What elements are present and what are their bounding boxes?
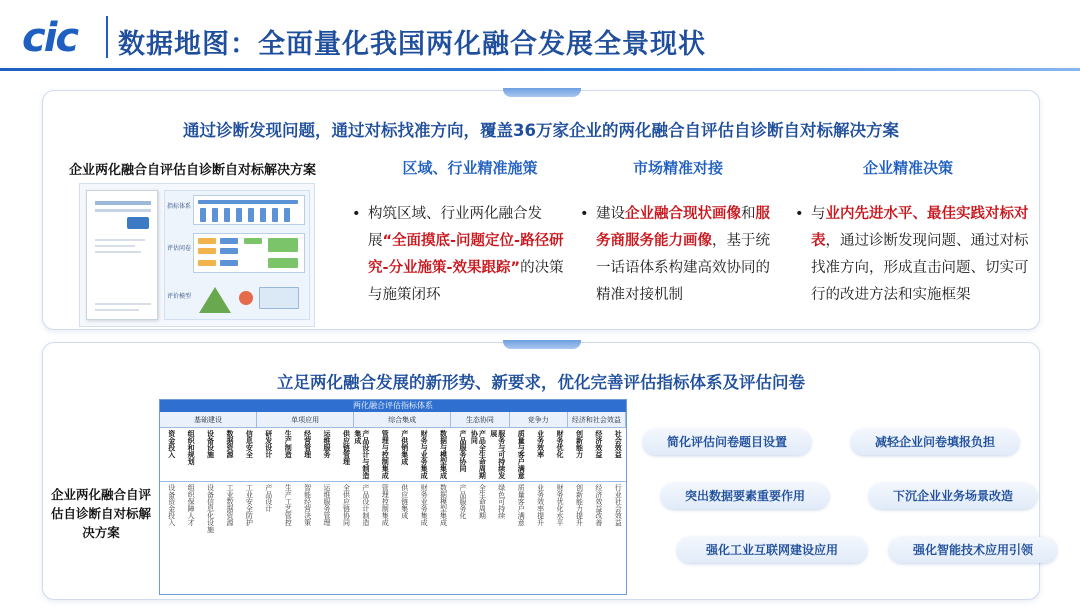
top-panel [42,90,1040,330]
table-cell: 管理控制集成 [381,484,390,526]
table-cell: 财务业务集成 [420,484,429,526]
table-cell: 产品设计制造 [361,484,370,526]
model-diagram [164,190,310,320]
table-column-header: 数据资源 [225,430,234,458]
table-cell: 产品服务化 [458,484,467,519]
bullet: • [352,206,361,222]
column-text: ，通过诊断发现问题、通过对标找准方向，形成直击问题、切实可行的改进方法和实施框架 [811,233,1029,303]
table-cell: 组织保障人才 [187,484,196,526]
table-cell: 工业数据资源 [225,484,234,526]
table-cell: 智能经营决策 [303,484,312,526]
table-column-header: 运维服务 [323,430,332,458]
pill-smart-technology: 强化智能技术应用引领 [889,537,1057,563]
table-column-row [160,428,626,482]
table-column-header: 供应链管理 [342,430,351,465]
pill-industrial-internet: 强化工业互联网建设应用 [677,537,867,563]
table-column-header: 研发设计 [264,430,273,458]
table-cell: 业务效率提升 [536,484,545,526]
table-column-header: 社会效益 [614,430,623,458]
table-column-header: 业务效率 [536,430,545,458]
table-cell-row [160,482,626,594]
logo-text: cic [22,15,78,61]
table-cell: 设备信息化设施 [206,484,215,533]
indicator-system-table [159,399,627,595]
table-cell: 经济效益改善 [594,484,603,526]
column-body-enterprise [795,201,1033,309]
document-thumbnail [79,183,315,327]
top-banner: 通过诊断发现问题，通过对标找准方向，覆盖36万家企业的两化融合自评估自诊断自对标解决方案 [183,121,899,140]
column-heading-region: 区域、行业精准施策 [402,159,538,177]
table-column-header: 管理与控制集成 [381,430,390,479]
pill-business-scenarios: 下沉企业业务场景改造 [869,483,1037,509]
column-text: 和 [741,206,756,222]
table-column-header: 数据与模型集成 [439,430,448,479]
bottom-panel [42,342,1040,600]
table-cell: 产品设计 [264,484,273,512]
page-title: 数据地图：全面量化我国两化融合发展全景现状 [118,29,706,60]
column-text: 构筑区域、行业两化融合发展 [368,206,542,249]
table-column-header: 质量与客户满意 [517,430,526,479]
table-column-header: 财务与业务集成 [420,430,429,479]
table-column-header: 产品服务协同 [458,430,467,472]
standard-logo-icon [127,217,149,229]
panel-tab [503,88,581,97]
pill-simplify-questionnaire: 简化评估问卷题目设置 [643,429,811,455]
table-group-header: 经济和社会效益 [568,412,626,428]
table-group-row [160,412,626,428]
table-cell: 创新能力提升 [575,484,584,526]
column-text: 与 [811,206,826,222]
column-highlight: “全面摸底-问题定位-路径研究-分业施策-效果跟踪” [368,233,564,276]
cic-logo [22,15,108,61]
diagram-row [193,233,305,273]
table-cell: 全供应链协同 [342,484,351,526]
column-highlight: 企业融合现状画像 [625,206,741,222]
table-cell: 行业社会效益 [614,484,623,526]
diagram-row [193,195,305,225]
table-column-header: 组织和规划 [187,430,196,465]
header [0,0,1080,72]
table-cell: 供应链集成 [400,484,409,519]
bullet: • [795,206,804,222]
pyramid-icon [199,287,231,313]
table-column-header: 设备设施 [206,430,215,458]
table-cell: 设备资金投入 [167,484,176,526]
logo-divider [106,16,108,58]
column-text: 建设 [596,206,625,222]
table-column-header: 创新能力 [575,430,584,458]
column-text: 的决策与施策闭环 [368,260,564,303]
table-group-header: 单项应用 [257,412,354,428]
diagram-label: 评估问卷 [167,245,192,252]
table-group-header: 竞争力 [510,412,568,428]
bottom-banner: 立足两化融合发展的新形势、新要求，优化完善评估指标体系及评估问卷 [277,373,805,392]
table-cell: 质量客户满意 [517,484,526,526]
standard-document-cover [86,190,158,320]
table-column-header: 经营管理 [303,430,312,458]
table-column-header: 财务优化 [556,430,565,458]
table-cell: 绿色可持续 [497,484,506,519]
table-column-header: 产供销集成 [400,430,409,465]
table-column-header: 产品设计与制造集成 [353,430,370,479]
column-highlight: 服务商服务能力画像 [596,206,770,249]
column-heading-market: 市场精准对接 [632,159,723,177]
header-rule [0,68,1080,71]
table-group-header: 综合集成 [354,412,451,428]
table-column-header: 服务与可持续发展 [489,430,506,479]
table-column-header: 经济效益 [594,430,603,458]
table-column-header: 产品全生命周期协同 [470,430,487,479]
table-cell: 全生命周期 [478,484,487,519]
table-cell: 运维服务管理 [323,484,332,526]
column-highlight: 业内先进水平、最佳实践对标对表 [811,206,1029,249]
diagram-label: 评价模型 [167,293,192,300]
table-column-header: 资金投入 [167,430,176,458]
table-cell: 生产工艺管控 [284,484,293,526]
panel-tab [503,340,581,349]
bottom-side-title: 企业两化融合自评估自诊断自对标解决方案 [51,487,152,540]
table-column-header: 信息安全 [245,430,254,458]
column-heading-enterprise: 企业精准决策 [862,159,953,177]
table-title: 两化融合评估指标体系 [160,400,626,412]
column-body-market [580,201,776,309]
column-text: ，基于统一话语体系构建高效协同的精准对接机制 [596,233,770,303]
column-body-region [352,201,568,309]
table-column-header: 生产制造 [284,430,293,458]
table-cell: 工业安全防护 [245,484,254,526]
table-cell: 财务优化水平 [556,484,565,526]
table-group-header: 基础建设 [160,412,257,428]
table-group-header: 生态协同 [451,412,509,428]
top-side-title: 企业两化融合自评估自诊断自对标解决方案 [69,163,317,178]
bullet: • [580,206,589,222]
table-cell: 数据模型集成 [439,484,448,526]
pill-data-elements: 突出数据要素重要作用 [661,483,829,509]
diagram-label: 指标体系 [167,203,192,210]
pill-reduce-burden: 减轻企业问卷填报负担 [851,429,1019,455]
